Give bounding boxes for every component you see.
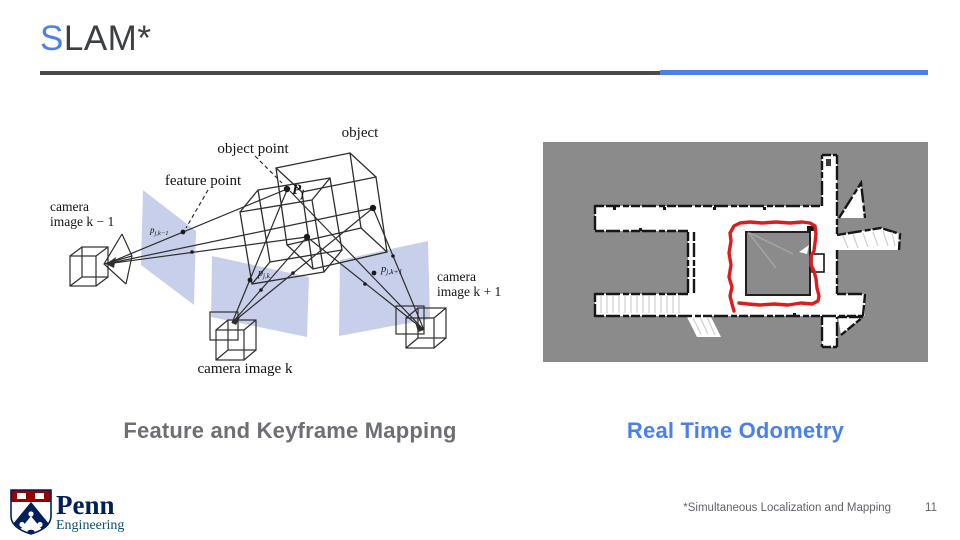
label-camera-km1-line2: image k − 1 [50, 214, 115, 229]
odometry-map-svg [543, 142, 928, 362]
footnote: *Simultaneous Localization and Mapping [683, 502, 892, 514]
label-camera-km1-line1: camera [50, 199, 89, 214]
logo-wordmark-penn: Penn [56, 490, 115, 520]
caption-right: Real Time Odometry [626, 418, 845, 443]
title-divider-dark [40, 71, 662, 75]
label-object-point: object point [217, 141, 289, 157]
title-divider-accent [660, 70, 928, 75]
label-p-kp1: pj,k+1 [381, 264, 403, 276]
footer [683, 502, 937, 514]
caption-left: Feature and Keyframe Mapping [123, 418, 457, 443]
image-planes [141, 190, 430, 337]
odometry-map-figure [543, 142, 928, 362]
label-pj: $P_j$ [292, 182, 304, 200]
label-camera-kp1-line1: camera [437, 269, 476, 284]
leader-lines [186, 156, 282, 228]
label-feature-point: feature point [164, 173, 242, 189]
label-camera-kp1-line2: image k + 1 [437, 284, 502, 299]
label-p-km1: $p_{j,k-1}$ [150, 225, 169, 237]
logo-wordmark-engineering: Engineering [56, 518, 125, 533]
title-accent-letter: S [40, 19, 64, 58]
label-object: object [341, 125, 379, 141]
page-number: 11 [925, 502, 937, 514]
feature-mapping-figure [40, 104, 510, 404]
label-camera-k: camera image k [197, 361, 293, 377]
slide-title [40, 20, 151, 58]
feature-mapping-svg [40, 104, 510, 404]
label-p-k: $p_{j,k}$ [258, 268, 270, 280]
title-rest: LAM* [63, 19, 152, 58]
penn-engineering-logo [10, 480, 160, 538]
